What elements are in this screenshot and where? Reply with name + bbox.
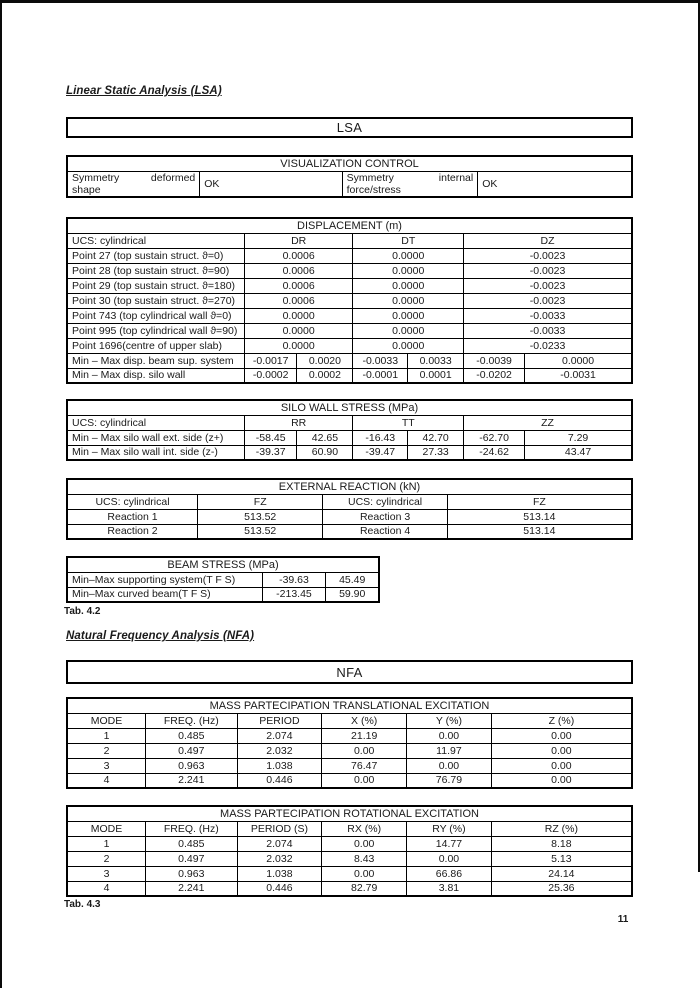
table-cell: -0.0202 — [464, 368, 525, 383]
table-cell: -0.0023 — [464, 278, 632, 293]
table-title: MASS PARTECIPATION TRANSLATIONAL EXCITATION — [67, 698, 632, 713]
beam_stress-table — [66, 556, 380, 603]
table-cell: 1 — [67, 728, 146, 743]
table-title: SILO WALL STRESS (MPa) — [67, 400, 632, 415]
table-cell: 513.52 — [198, 524, 323, 539]
table-cell: 0.0006 — [244, 278, 352, 293]
table-cell: 0.0000 — [353, 248, 464, 263]
table-cell: 0.497 — [146, 743, 238, 758]
table-cell: -0.0017 — [244, 353, 297, 368]
table-cell: -58.45 — [244, 430, 297, 445]
table-cell: 0.0020 — [297, 353, 353, 368]
table-cell: 0.0000 — [244, 323, 352, 338]
table-cell: 0.00 — [322, 773, 407, 788]
table-cell: 25.36 — [491, 881, 632, 896]
table-cell: 8.43 — [322, 851, 407, 866]
table-cell-text: shape — [72, 183, 101, 196]
table-cell: 0.0002 — [297, 368, 353, 383]
table-cell: 4 — [67, 773, 146, 788]
tab-4-3-label: Tab. 4.3 — [64, 899, 101, 910]
table-cell: 0.00 — [491, 728, 632, 743]
table-cell: Reaction 1 — [67, 509, 198, 524]
table-cell: 43.47 — [525, 445, 632, 460]
table-cell: 0.00 — [407, 758, 492, 773]
table-cell: 513.14 — [447, 524, 632, 539]
table-cell: OK — [200, 171, 342, 197]
table-cell: 2.074 — [237, 836, 322, 851]
table-cell: 4 — [67, 881, 146, 896]
table-cell: 42.70 — [408, 430, 464, 445]
header-cell: UCS: cylindrical — [67, 415, 244, 430]
header-cell: FZ — [198, 494, 323, 509]
header-cell: PERIOD — [237, 713, 322, 728]
table-cell: 0.0000 — [353, 338, 464, 353]
table-title: VISUALIZATION CONTROL — [67, 156, 632, 171]
table-cell: 0.0000 — [525, 353, 632, 368]
table-cell: 8.18 — [491, 836, 632, 851]
table-cell: 0.0000 — [353, 293, 464, 308]
table-cell: 0.0000 — [353, 323, 464, 338]
table-cell: 0.00 — [407, 851, 492, 866]
table-cell: 0.00 — [407, 728, 492, 743]
table-cell: 1.038 — [237, 866, 322, 881]
nfa-section-heading: Natural Frequency Analysis (NFA) — [66, 630, 255, 642]
tab-4-2-label: Tab. 4.2 — [64, 606, 101, 617]
table-cell — [67, 171, 200, 197]
table-title: MASS PARTECIPATION ROTATIONAL EXCITATION — [67, 806, 632, 821]
mass_translational-table — [66, 697, 633, 789]
header-cell: X (%) — [322, 713, 407, 728]
lsa-box — [66, 117, 633, 138]
table-cell: Point 743 (top cylindrical wall ϑ=0) — [67, 308, 244, 323]
table-cell: 0.963 — [146, 758, 238, 773]
table-cell — [342, 171, 478, 197]
table-cell: 76.79 — [407, 773, 492, 788]
header-cell: -39.63 — [262, 572, 326, 587]
table-cell: Point 995 (top cylindrical wall ϑ=90) — [67, 323, 244, 338]
table-cell-text: deformed — [150, 171, 196, 184]
lsa-section-heading: Linear Static Analysis (LSA) — [66, 85, 222, 97]
table-cell: Point 30 (top sustain struct. ϑ=270) — [67, 293, 244, 308]
table-cell: 0.0033 — [408, 353, 464, 368]
table-cell: 2.032 — [237, 851, 322, 866]
table-cell: 0.0000 — [353, 308, 464, 323]
table-cell: -0.0023 — [464, 293, 632, 308]
header-cell: UCS: cylindrical — [323, 494, 447, 509]
table-cell: 0.00 — [322, 866, 407, 881]
table-cell: 0.0006 — [244, 248, 352, 263]
table-title: EXTERNAL REACTION (kN) — [67, 479, 632, 494]
table-cell: Min – Max silo wall int. side (z-) — [67, 445, 244, 460]
table-cell: 0.00 — [491, 773, 632, 788]
table-cell: -24.62 — [464, 445, 525, 460]
silo-wall-stress-table-container — [66, 399, 633, 461]
table-cell: 14.77 — [407, 836, 492, 851]
header-cell: RX (%) — [322, 821, 407, 836]
table-cell: 66.86 — [407, 866, 492, 881]
header-cell: MODE — [67, 713, 146, 728]
table-cell: 3 — [67, 866, 146, 881]
table-cell: -0.0033 — [464, 308, 632, 323]
header-cell: MODE — [67, 821, 146, 836]
displacement-table-container — [66, 217, 633, 384]
table-cell-text: internal — [438, 171, 474, 184]
table-cell: 0.0000 — [353, 263, 464, 278]
table-cell: 0.0000 — [353, 278, 464, 293]
table-cell: 0.0000 — [244, 338, 352, 353]
page-number: 11 — [617, 914, 629, 925]
header-cell: FZ — [447, 494, 632, 509]
table-cell: Min – Max silo wall ext. side (z+) — [67, 430, 244, 445]
table-cell: 0.485 — [146, 836, 238, 851]
table-cell: -0.0039 — [464, 353, 525, 368]
table-cell: Min – Max disp. beam sup. system — [67, 353, 244, 368]
header-cell: FREQ. (Hz) — [146, 821, 238, 836]
table-cell: Min–Max curved beam(T F S) — [67, 587, 262, 602]
table-cell: 0.00 — [491, 743, 632, 758]
external_reaction-table — [66, 478, 633, 540]
table-cell: -16.43 — [353, 430, 408, 445]
table-cell-text: force/stress — [346, 183, 401, 196]
table-cell: 0.0000 — [244, 308, 352, 323]
table-title: DISPLACEMENT (m) — [67, 218, 632, 233]
table-cell-text: Symmetry — [72, 171, 120, 184]
nfa-box — [66, 660, 633, 684]
table-cell: 0.963 — [146, 866, 238, 881]
table-cell: -0.0031 — [525, 368, 632, 383]
visualization-control-table — [66, 155, 633, 198]
table-cell: 2.241 — [146, 881, 238, 896]
header-cell: Z (%) — [491, 713, 632, 728]
header-cell: TT — [353, 415, 464, 430]
table-cell: 59.90 — [326, 587, 379, 602]
header-cell: UCS: cylindrical — [67, 494, 198, 509]
table-cell: -0.0001 — [353, 368, 408, 383]
table-cell: 3 — [67, 758, 146, 773]
table-cell: 2.241 — [146, 773, 238, 788]
table-cell: 0.00 — [491, 758, 632, 773]
table-cell: 513.52 — [198, 509, 323, 524]
table-cell: 1.038 — [237, 758, 322, 773]
table-cell: -0.0023 — [464, 248, 632, 263]
table-cell: 76.47 — [322, 758, 407, 773]
nfa-box-label: NFA — [336, 664, 363, 680]
table-cell: 21.19 — [322, 728, 407, 743]
header-cell: DR — [244, 233, 352, 248]
table-cell: -39.47 — [353, 445, 408, 460]
table-cell: Reaction 4 — [323, 524, 447, 539]
table-cell: 0.0006 — [244, 263, 352, 278]
table-cell: 0.446 — [237, 773, 322, 788]
header-cell: Y (%) — [407, 713, 492, 728]
lsa-box-label: LSA — [336, 120, 363, 135]
table-cell: Reaction 3 — [323, 509, 447, 524]
table-cell: 0.0001 — [408, 368, 464, 383]
table-cell: 11.97 — [407, 743, 492, 758]
table-cell: OK — [478, 171, 632, 197]
table-cell: 1 — [67, 836, 146, 851]
header-cell: UCS: cylindrical — [67, 233, 244, 248]
table-cell: 2.074 — [237, 728, 322, 743]
mass_rotational-table — [66, 805, 633, 897]
header-cell: FREQ. (Hz) — [146, 713, 238, 728]
table-cell: 24.14 — [491, 866, 632, 881]
mass-rotational-table-container — [66, 805, 633, 897]
table-cell: 2 — [67, 851, 146, 866]
header-cell: ZZ — [464, 415, 632, 430]
table-cell: 82.79 — [322, 881, 407, 896]
header-cell: Min–Max supporting system(T F S) — [67, 572, 262, 587]
table-cell: 0.485 — [146, 728, 238, 743]
table-cell: 2.032 — [237, 743, 322, 758]
beam-stress-table-container — [66, 556, 380, 603]
table-cell: -62.70 — [464, 430, 525, 445]
mass-translational-table-container — [66, 697, 633, 789]
table-cell: -0.0033 — [464, 323, 632, 338]
table-cell-text: Symmetry — [346, 171, 394, 184]
header-cell: RR — [244, 415, 352, 430]
displacement-table — [66, 217, 633, 384]
table-cell: 7.29 — [525, 430, 632, 445]
table-cell: 0.00 — [322, 743, 407, 758]
table-cell: -39.37 — [244, 445, 297, 460]
table-cell: -0.0233 — [464, 338, 632, 353]
table-cell: 60.90 — [297, 445, 353, 460]
header-cell: DT — [353, 233, 464, 248]
header-cell: RY (%) — [407, 821, 492, 836]
table-cell: 0.446 — [237, 881, 322, 896]
table-cell: Point 1696(centre of upper slab) — [67, 338, 244, 353]
page-border-left — [0, 0, 2, 988]
table-title: BEAM STRESS (MPa) — [67, 557, 379, 572]
table-cell: 27.33 — [408, 445, 464, 460]
table-cell: 513.14 — [447, 509, 632, 524]
table-cell: 2 — [67, 743, 146, 758]
table-cell: Point 27 (top sustain struct. ϑ=0) — [67, 248, 244, 263]
table-cell: -0.0023 — [464, 263, 632, 278]
table-cell: Reaction 2 — [67, 524, 198, 539]
table-cell: 0.0006 — [244, 293, 352, 308]
table-cell: 5.13 — [491, 851, 632, 866]
header-cell: 45.49 — [326, 572, 379, 587]
external-reaction-table-container — [66, 478, 633, 540]
table-cell: 3.81 — [407, 881, 492, 896]
table-cell: Min – Max disp. silo wall — [67, 368, 244, 383]
table-cell: Point 29 (top sustain struct. ϑ=180) — [67, 278, 244, 293]
header-cell: RZ (%) — [491, 821, 632, 836]
page-border-top — [0, 0, 700, 3]
table-cell: 0.00 — [322, 836, 407, 851]
header-cell: DZ — [464, 233, 632, 248]
table-cell: -0.0002 — [244, 368, 297, 383]
table-cell: -213.45 — [262, 587, 326, 602]
table-cell: 0.497 — [146, 851, 238, 866]
table-cell: Point 28 (top sustain struct. ϑ=90) — [67, 263, 244, 278]
silo_wall_stress-table — [66, 399, 633, 461]
table-cell: 42.65 — [297, 430, 353, 445]
table-cell: -0.0033 — [353, 353, 408, 368]
header-cell: PERIOD (S) — [237, 821, 322, 836]
